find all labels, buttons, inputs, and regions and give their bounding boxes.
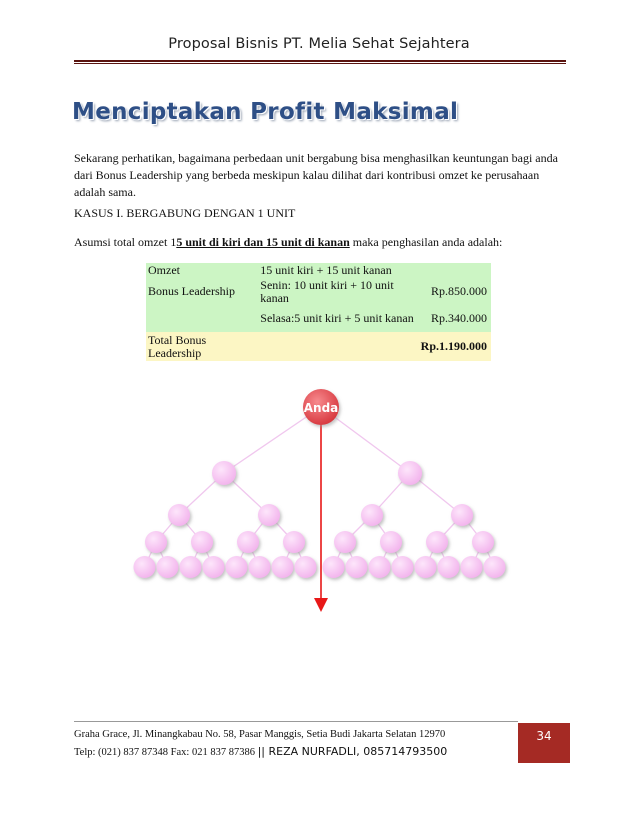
tree-node	[145, 531, 167, 553]
tree-nodes	[134, 461, 506, 578]
case-title: KASUS I. BERGABUNG DENGAN 1 UNIT	[74, 206, 296, 220]
header-rule-thin	[74, 63, 566, 64]
tree-node	[283, 531, 305, 553]
tree-node	[346, 556, 368, 578]
assumption-suffix: maka penghasilan anda adalah:	[349, 235, 503, 249]
footer-rule	[74, 721, 518, 722]
tree-node	[380, 531, 402, 553]
assumption-paragraph	[74, 234, 566, 251]
selasa-amount: Rp.340.000	[419, 305, 491, 332]
tree-node	[472, 531, 494, 553]
tree-node	[369, 556, 391, 578]
page-header-title: Proposal Bisnis PT. Melia Sehat Sejahtera	[168, 36, 470, 52]
tree-node	[392, 556, 414, 578]
tree-node	[157, 556, 179, 578]
senin-desc: Senin: 10 unit kiri + 10 unit kanan	[258, 278, 418, 305]
selasa-desc: Selasa:5 unit kiri + 5 unit kanan	[258, 305, 418, 332]
tree-node	[484, 556, 506, 578]
tree-node	[249, 556, 271, 578]
omzet-value: 15 unit kiri + 15 unit kanan	[258, 263, 418, 278]
senin-amount: Rp.850.000	[419, 278, 491, 305]
omzet-label: Omzet	[146, 263, 258, 278]
tree-node	[451, 504, 473, 526]
tree-node	[168, 504, 190, 526]
tree-node	[272, 556, 294, 578]
root-node	[303, 389, 339, 425]
tree-node	[334, 531, 356, 553]
tree-node	[226, 556, 248, 578]
tree-node	[203, 556, 225, 578]
omzet-amount	[419, 263, 491, 278]
tree-node	[426, 531, 448, 553]
tree-node	[237, 531, 259, 553]
table-row	[146, 263, 491, 278]
tree-node	[415, 556, 437, 578]
footer-contact: || REZA NURFADLI, 085714793500	[257, 745, 448, 758]
binary-tree-diagram	[0, 380, 638, 620]
root-node-label: Anda	[303, 401, 339, 415]
tree-node	[361, 504, 383, 526]
total-amount: Rp.1.190.000	[419, 332, 491, 361]
down-arrow-icon	[314, 598, 328, 612]
assumption-highlight: 5 unit di kiri dan 15 unit di kanan	[176, 235, 350, 249]
tree-node	[180, 556, 202, 578]
tree-node	[461, 556, 483, 578]
total-label: Total Bonus Leadership	[146, 332, 258, 361]
table-row	[146, 305, 491, 332]
tree-node	[212, 461, 236, 485]
bonus-label: Bonus Leadership	[146, 278, 258, 305]
footer-address: Graha Grace, Jl. Minangkabau No. 58, Pasar Manggis, Setia Budi Jakarta Selatan 12970	[74, 729, 446, 740]
tree-node	[438, 556, 460, 578]
tree-node	[134, 556, 156, 578]
tree-node	[398, 461, 422, 485]
tree-node	[258, 504, 280, 526]
footer-contact-line	[74, 745, 447, 758]
tree-node	[323, 556, 345, 578]
table-row	[146, 332, 491, 361]
table-row	[146, 278, 491, 305]
header-rule	[74, 60, 566, 62]
intro-paragraph: Sekarang perhatikan, bagaimana perbedaan unit bergabung bisa menghasilkan keuntungan bagi anda dari Bonus Leadership yang berbeda meskipun kalau dilihat dari kontribusi omzet ke perusahaan adalah sama.	[74, 151, 558, 199]
page-number: 34	[518, 723, 570, 763]
section-title: Menciptakan Profit Maksimal	[72, 99, 459, 125]
tree-node	[295, 556, 317, 578]
assumption-prefix: Asumsi total omzet 1	[74, 235, 177, 249]
tree-node	[191, 531, 213, 553]
footer-phone: Telp: (021) 837 87348 Fax: 021 837 87386	[74, 747, 258, 758]
bonus-table	[146, 263, 491, 361]
